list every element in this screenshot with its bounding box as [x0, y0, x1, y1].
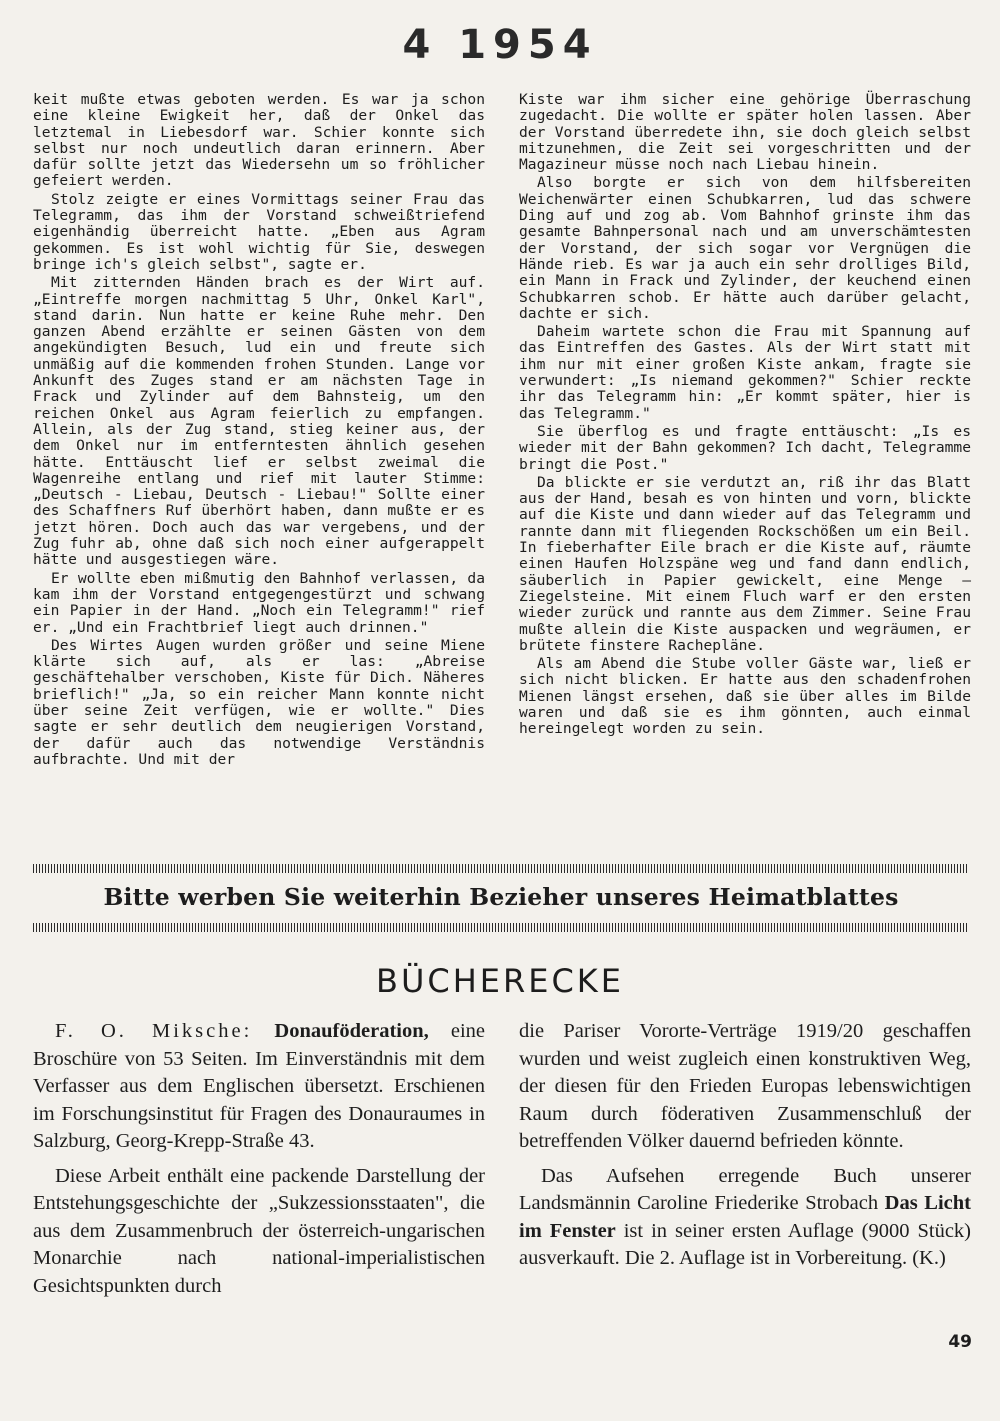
book-title: Das Licht im Fenster [519, 1192, 971, 1242]
book-review-paragraph: Diese Arbeit enthält eine packende Darstellung der Entstehungsgeschichte der „Sukzessionsstaaten", die aus dem Zusammenbruch der österreich-ungarischen Monarchie nach national-imperialistischen Gesichtspunkten durch [33, 1164, 485, 1297]
book-columns [33, 1018, 971, 1307]
divider-rule-top [33, 864, 969, 873]
story-paragraph: Daheim wartete schon die Frau mit Spannung auf das Eintreffen des Gastes. Als der Wirt statt mit ihm nur mit einer großen Kiste ankam, fragte sie verwundert: „Is niemand gekommen?" Schier reckte ihr das Telegramm hin: „Er kommt später, hier is das Telegramm." [519, 323, 971, 422]
book-column-right [519, 1018, 971, 1307]
page-number: 49 [948, 1332, 972, 1352]
story-columns [33, 92, 971, 770]
divider-rule-bottom [33, 923, 969, 932]
story-paragraph: Als am Abend die Stube voller Gäste war, ließ er sich nicht blicken. Er hatte aus den schadenfrohen Mienen längst ersehen, daß sie über alles im Bilde waren und daß sie es ihm gönnten, auch einmal hereingelegt worden zu sein. [519, 655, 971, 738]
story-paragraph: Er wollte eben mißmutig den Bahnhof verlassen, da kam ihm der Vorstand entgegengestürzt und schwang ein Papier in der Hand. „Noch ein Telegramm!" rief er. „Und ein Frachtbrief liegt auch drinnen." [33, 569, 485, 636]
book-description: eine Broschüre von 53 Seiten. Im Einverständnis mit dem Verfasser aus dem Englischen übersetzt. Erschienen im Forschungsinstitut für Fragen des Donauraumes in Salzburg, Georg-Krepp-Straße 43. [33, 1020, 486, 1152]
book-title: Donauföderation, [274, 1020, 429, 1042]
story-paragraph: Mit zitternden Händen brach es der Wirt auf. „Eintreffe morgen nachmittag 5 Uhr, Onkel Karl", stand darin. Nun hatte er keine Ruhe mehr. Den ganzen Abend erzählte er seinen Gästen von dem angekündigten Besuch, lud ein und freute sich unmäßig auf die kommenden frohen Stunden. Lange vor Ankunft des Zuges stand er am nächsten Tage in Frack und Zylinder auf dem Bahnsteig, um den reichen Onkel aus Agram feierlich zu empfangen. Allein, als der Zug stand, stieg keiner aus, der dem Onkel nur im entferntesten ähnlich gesehen hätte. Enttäuscht lief er selbst zweimal die Wagenreihe entlang und rief mit lauter Stimme: „Deutsch - Liebau, Deutsch - Liebau!" Sollte einer des Schaffners Ruf überhört haben, dann mußte er es jetzt hören. Doch auch das war vergebens, und der Zug fuhr ab, ohne daß sich noch einer aufgerappelt hätte und ausgestiegen wäre. [33, 274, 485, 569]
book-review-paragraph: die Pariser Vororte-Verträge 1919/20 geschaffen wurden und weist zugleich einen konstruktiven Weg, der diesen für den Frieden Europas lebenswichtigen Raum durch föderativen Zusammenschluß der betreffenden Völker dauernd befrieden könnte. [519, 1020, 971, 1152]
story-paragraph: Sie überflog es und fragte enttäuscht: „Is es wieder mit der Bahn gekommen? Ich dacht, Telegramme bringt die Post." [519, 422, 971, 473]
book-column-left [33, 1018, 485, 1307]
book-author: F. O. Miksche: [55, 1020, 253, 1042]
story-column-left [33, 92, 485, 770]
subscriber-appeal: Bitte werben Sie weiterhin Bezieher unseres Heimatblattes [103, 883, 899, 911]
book-entry [519, 1163, 971, 1273]
section-title: BÜCHERECKE [376, 962, 624, 1000]
book-entry [33, 1018, 485, 1156]
book-intro: Das Aufsehen erregende Buch unserer Landsmännin Caroline Friederike Strobach [519, 1164, 971, 1214]
story-paragraph: Also borgte er sich von dem hilfsbereiten Weichenwärter einen Schubkarren, lud das schwere Ding auf und zog ab. Vom Bahnhof grinste ihm das gesamte Bahnpersonal nach und am unverschämtesten der Vorstand, der sich sogar vor Vergnügen die Hände rieb. Es war ja auch ein sehr drolliges Bild, ein Mann in Frack und Zylinder, der keuchend einen Schubkarren schob. Er hätte auch darüber gelacht, dachte er sich. [519, 174, 971, 322]
story-paragraph: Kiste war ihm sicher eine gehörige Überraschung zugedacht. Die wollte er später holen lassen. Aber der Vorstand überredete ihn, sie doch gleich selbst mitzunehmen, die Zeit sei vorgeschritten und der Magazineur müsse noch nach Liebau hinein. [519, 91, 971, 174]
issue-header: 4 1954 [402, 22, 598, 68]
story-paragraph: keit mußte etwas geboten werden. Es war ja schon eine kleine Ewigkeit her, daß der Onkel das letztemal in Liebesdorf war. Schier konnte sich selbst nur noch undeutlich daran erinnern. Aber dafür sollte jetzt das Wiedersehn um so fröhlicher gefeiert werden. [33, 91, 485, 190]
story-paragraph: Da blickte er sie verdutzt an, riß ihr das Blatt aus der Hand, besah es von hinten und vorn, blickte auf die Kiste und dann wieder auf das Telegramm und rannte dann mit fliegenden Rockschößen um ein Beil. In fieberhafter Eile brach er die Kiste auf, räumte einen Haufen Holzspäne weg und fand dann endlich, säuberlich in Papier gewickelt, eine Menge — Ziegelsteine. Mit einem Fluch warf er den ersten wieder zurück und rannte aus dem Zimmer. Seine Frau mußte allein die Kiste auspacken und wegräumen, er brütete finstere Rachepläne. [519, 473, 971, 654]
story-column-right [519, 92, 971, 770]
story-paragraph: Stolz zeigte er eines Vormittags seiner Frau das Telegramm, das ihm der Vorstand schweißtriefend eigenhändig überreicht hatte. „Eben aus Agram gekommen. Es ist wohl wichtig für Sie, deswegen bringe ich's gleich selbst", sagte er. [33, 190, 485, 273]
story-paragraph: Des Wirtes Augen wurden größer und seine Miene klärte sich auf, als er las: „Abreise geschäftehalber verschoben, Kiste für Dich. Näheres brieflich!" „Ja, so ein reicher Mann konnte nicht über seine Zeit verfügen, wie er wollte." Dies sagte er sehr deutlich dem neugierigen Vorstand, der dafür auch das notwendige Verständnis aufbrachte. Und mit der [33, 636, 485, 768]
book-description: ist in seiner ersten Auflage (9000 Stück) ausverkauft. Die 2. Auflage ist in Vorbereitung. (K.) [519, 1219, 971, 1269]
